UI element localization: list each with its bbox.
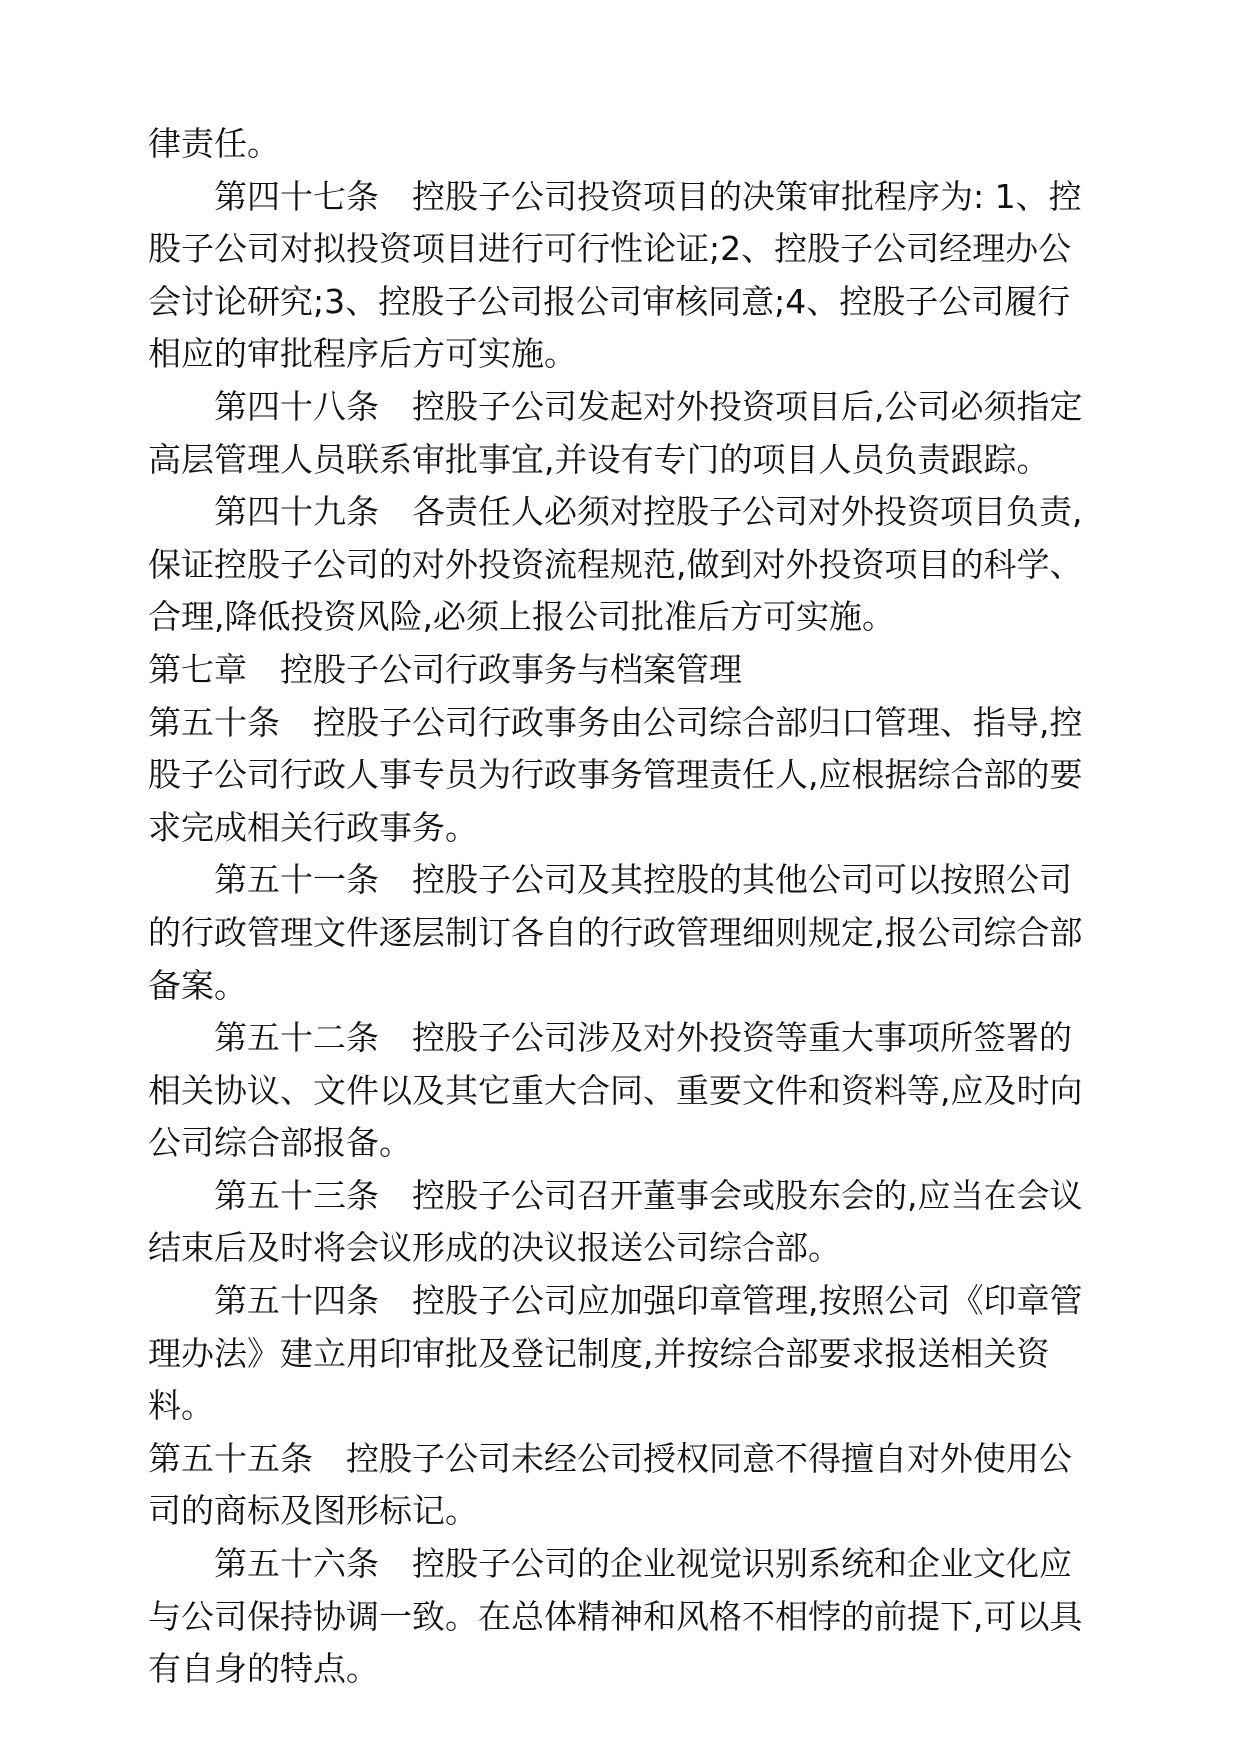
article-text: 控股子公司召开董事会或股东会的,应当在会议结束后及时将会议形成的决议报送公司综合部。 bbox=[148, 1175, 1083, 1268]
article-52 bbox=[148, 1012, 1098, 1170]
article-number: 第五十条 bbox=[148, 702, 280, 742]
article-text: 控股子公司及其控股的其他公司可以按照公司的行政管理文件逐层制订各自的行政管理细则规定,报公司综合部备案。 bbox=[148, 860, 1083, 1005]
document-body bbox=[148, 118, 1098, 1696]
article-47 bbox=[148, 171, 1098, 381]
article-number: 第四十八条 bbox=[214, 386, 379, 426]
article-number: 第五十五条 bbox=[148, 1438, 313, 1478]
chapter-title: 控股子公司行政事务与档案管理 bbox=[280, 649, 742, 689]
article-50 bbox=[148, 697, 1098, 855]
article-51 bbox=[148, 854, 1098, 1012]
article-55 bbox=[148, 1433, 1098, 1538]
article-number: 第五十二条 bbox=[214, 1018, 379, 1058]
article-number: 第五十四条 bbox=[214, 1281, 379, 1321]
article-49 bbox=[148, 486, 1098, 644]
article-54 bbox=[148, 1275, 1098, 1433]
article-text: 控股子公司行政事务由公司综合部归口管理、指导,控股子公司行政人事专员为行政事务管理责任人,应根据综合部的要求完成相关行政事务。 bbox=[148, 702, 1083, 847]
article-number: 第五十一条 bbox=[214, 860, 379, 900]
article-48 bbox=[148, 381, 1098, 486]
paragraph-text: 律责任。 bbox=[148, 124, 280, 163]
article-text: 控股子公司的企业视觉识别系统和企业文化应与公司保持协调一致。在总体精神和风格不相悖的前提下,可以具有自身的特点。 bbox=[148, 1544, 1083, 1689]
article-number: 第四十九条 bbox=[214, 492, 379, 532]
chapter-7-heading bbox=[148, 644, 1098, 697]
article-53 bbox=[148, 1170, 1098, 1275]
article-text: 控股子公司应加强印章管理,按照公司《印章管理办法》建立用印审批及登记制度,并按综合部要求报送相关资料。 bbox=[148, 1281, 1083, 1426]
article-number: 第四十七条 bbox=[214, 176, 379, 216]
article-text: 控股子公司涉及对外投资等重大事项所签署的相关协议、文件以及其它重大合同、重要文件和资料等,应及时向公司综合部报备。 bbox=[148, 1018, 1083, 1163]
paragraph-continuation bbox=[148, 118, 1098, 171]
article-text: 各责任人必须对控股子公司对外投资项目负责,保证控股子公司的对外投资流程规范,做到对外投资项目的科学、合理,降低投资风险,必须上报公司批准后方可实施。 bbox=[148, 492, 1083, 637]
article-number: 第五十六条 bbox=[214, 1544, 379, 1584]
article-text: 控股子公司投资项目的决策审批程序为: 1、控股子公司对拟投资项目进行可行性论证;2、控股子公司经理办公会讨论研究;3、控股子公司报公司审核同意;4、控股子公司履行相应的审批程序后方可实施。 bbox=[148, 176, 1082, 374]
chapter-number: 第七章 bbox=[148, 649, 247, 689]
article-number: 第五十三条 bbox=[214, 1175, 379, 1215]
article-text: 控股子公司发起对外投资项目后,公司必须指定高层管理人员联系审批事宜,并设有专门的项目人员负责跟踪。 bbox=[148, 386, 1083, 479]
article-56 bbox=[148, 1538, 1098, 1696]
article-text: 控股子公司未经公司授权同意不得擅自对外使用公司的商标及图形标记。 bbox=[148, 1438, 1072, 1531]
